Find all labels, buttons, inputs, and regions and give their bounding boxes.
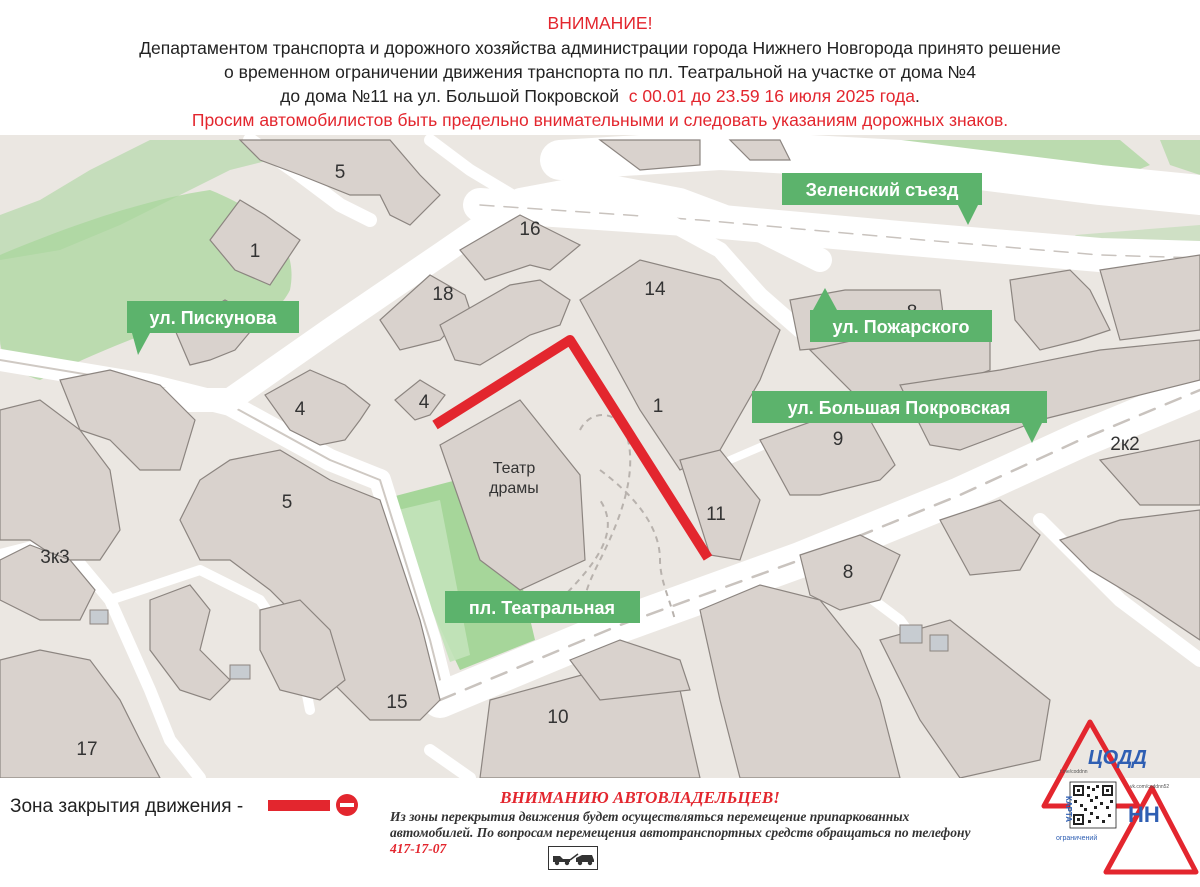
no-entry-sign-icon: [336, 794, 358, 816]
logo-telegram: t.me/coddnn: [1060, 769, 1088, 775]
theatre-label-line-1: Театр: [492, 460, 536, 477]
announcement-title: ВНИМАНИЕ!: [547, 13, 653, 33]
logo-city: НН: [1128, 802, 1160, 827]
announcement-line-2: о временном ограничении движения транспорта по пл. Театральной на участке от дома №4: [224, 62, 976, 82]
legend-closure-line: [268, 800, 330, 811]
announcement-appeal: Просим автомобилистов быть предельно внимательными и следовать указаниям дорожных знаков.: [191, 110, 1009, 130]
logo-vertical-word: КАРТА: [1064, 796, 1073, 823]
tow-truck-icon: [548, 846, 598, 870]
legend-label: Зона закрытия движения -: [10, 796, 244, 817]
svg-text:пл. Театральная: пл. Театральная: [468, 598, 616, 618]
building-number-9: 9: [832, 429, 844, 450]
building-number-4-left: 4: [294, 399, 306, 420]
notice-text: Из зоны перекрытия движения будет осуществляться перемещение припаркованных автомобилей. По вопросам перемещения автотранспортных средств обращаться по телефону: [390, 809, 971, 840]
announcement-period: .: [915, 86, 920, 106]
building-number-4: 4: [418, 392, 430, 413]
building-number-2k2: 2к2: [1110, 434, 1140, 455]
building-number-10: 10: [547, 707, 569, 728]
building-number-1-top: 1: [249, 241, 261, 262]
logo-caption: ограничений: [1056, 835, 1098, 842]
announcement-location: до дома №11 на ул. Большой Покровской: [280, 86, 620, 106]
svg-text:ул. Большая Покровская: ул. Большая Покровская: [787, 398, 1011, 418]
svg-text:Зеленский съезд: Зеленский съезд: [805, 180, 959, 200]
building-number-5: 5: [281, 492, 293, 513]
building-number-14: 14: [644, 279, 666, 300]
building-number-8: 8: [842, 562, 854, 583]
building-number-1: 1: [652, 396, 664, 417]
street-label-teatralnaya: [445, 591, 640, 623]
building-number-3k3: 3к3: [40, 547, 70, 568]
svg-text:ул. Пискунова: ул. Пискунова: [149, 308, 277, 328]
logo-vk: vk.com/coddnn52: [1130, 784, 1170, 790]
building-number-11: 11: [706, 504, 726, 525]
announcement-time: с 00.01 до 23.59 16 июля 2025 года: [628, 86, 916, 106]
building-number-18: 18: [432, 284, 454, 305]
building-number-17: 17: [76, 739, 98, 760]
theatre-label-line-2: драмы: [489, 480, 539, 497]
qr-code-icon: [1070, 782, 1116, 828]
announcement-line-3: [0, 85, 1200, 107]
city-map[interactable]: [0, 135, 1200, 778]
svg-text:ул. Пожарского: ул. Пожарского: [832, 317, 970, 337]
building-number-5-top: 5: [334, 162, 346, 183]
announcement-line-1: Департаментом транспорта и дорожного хозяйства администрации города Нижнего Новгорода принято решение: [139, 38, 1061, 58]
building-number-16: 16: [519, 219, 541, 240]
notice-title: ВНИМАНИЮ АВТОВЛАДЕЛЬЦЕВ!: [500, 788, 780, 807]
notice-body: [390, 809, 990, 857]
notice-phone[interactable]: 417-17-07: [390, 841, 447, 856]
footer: [0, 778, 1200, 887]
building-number-15: 15: [386, 692, 408, 713]
logo-name: ЦОДД: [1088, 747, 1147, 769]
announcement-header: [0, 0, 1200, 135]
codd-logo: [1040, 716, 1200, 887]
